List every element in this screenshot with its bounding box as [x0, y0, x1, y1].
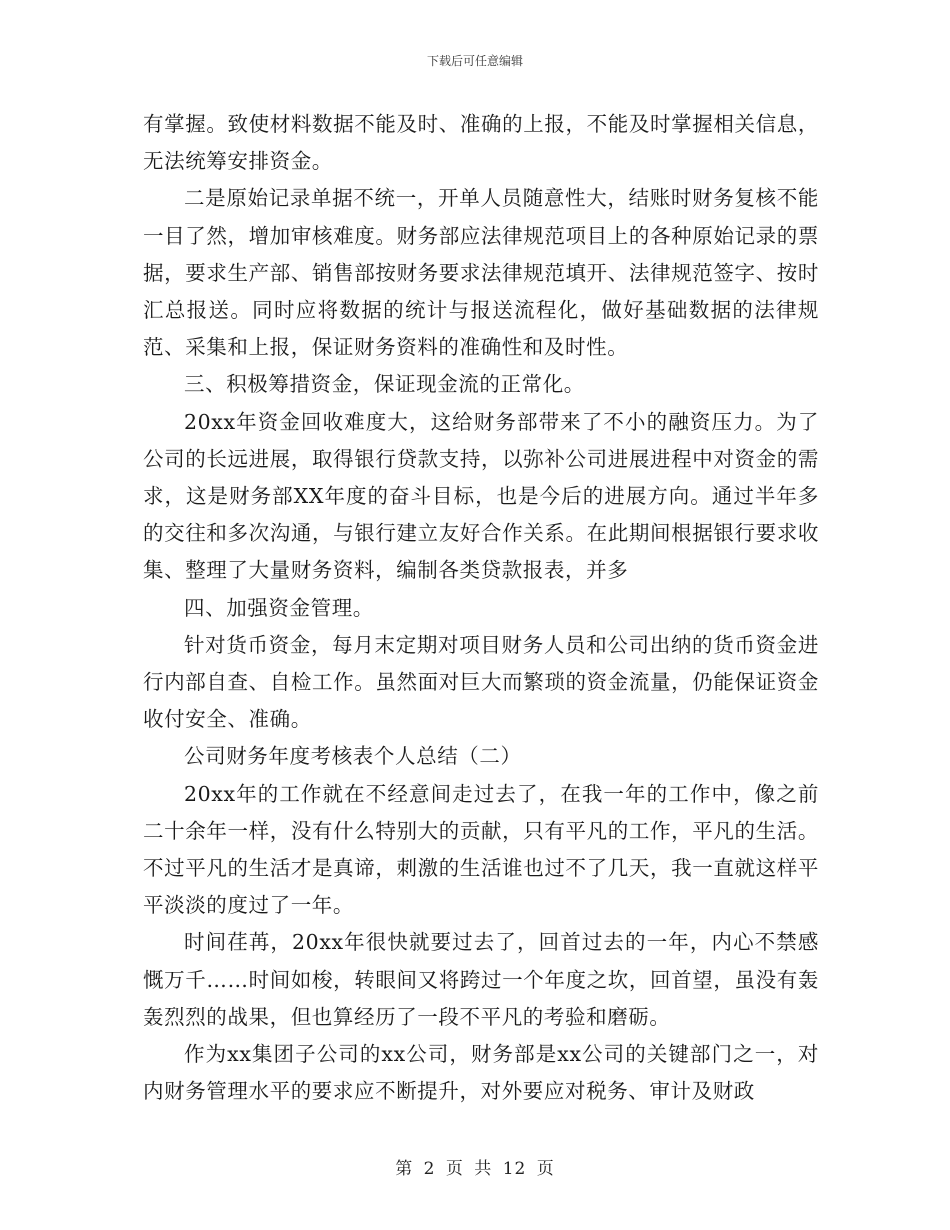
section-heading-3: 三、积极筹措资金，保证现金流的正常化。 — [184, 372, 585, 397]
document-subtitle: 公司财务年度考核表个人总结（二） — [184, 744, 522, 769]
paragraph-4: 20xx年资金回收难度大，这给财务部带来了不小的融资压力。为了公司的长远进展，取得银行贷款支持，以弥补公司进展进程中对资金的需求，这是财务部XX年度的奋斗目标，也是今后的进展方向。通过半年多的交往和多次沟通，与银行建立友好合作关系。在此期间根据银行要求收集、整理了大量财务资料，编制各类贷款报表，并多 — [143, 409, 819, 583]
paragraph-1: 有掌握。致使材料数据不能及时、准确的上报，不能及时掌握相关信息，无法统筹安排资金。 — [143, 112, 819, 174]
page-header: 下载后可任意编辑 — [426, 54, 523, 68]
paragraph-6: 针对货币资金，每月末定期对项目财务人员和公司出纳的货币资金进行内部自查、自检工作。虽然面对巨大而繁琐的资金流量，仍能保证资金收付安全、准确。 — [143, 632, 819, 732]
page-footer: 第 2 页 共 12 页 — [395, 1159, 555, 1179]
paragraph-10: 作为xx集团子公司的xx公司，财务部是xx公司的关键部门之一，对内财务管理水平的要求应不断提升，对外要应对税务、审计及财政 — [143, 1042, 819, 1104]
paragraph-9: 时间荏苒，20xx年很快就要过去了，回首过去的一年，内心不禁感慨万千……时间如梭，转眼间又将跨过一个年度之坎，回首望，虽没有轰轰烈烈的战果，但也算经历了一段不平凡的考验和磨砺。 — [143, 930, 819, 1029]
document-body — [143, 106, 819, 1110]
paragraph-8: 20xx年的工作就在不经意间走过去了，在我一年的工作中，像之前二十余年一样，没有什么特别大的贡献，只有平凡的工作，平凡的生活。不过平凡的生活才是真谛，刺激的生活谁也过不了几天，我一直就这样平平淡淡的度过了一年。 — [143, 781, 819, 918]
section-heading-4: 四、加强资金管理。 — [184, 595, 374, 620]
paragraph-2: 二是原始记录单据不统一，开单人员随意性大，结账时财务复核不能一目了然，增加审核难度。财务部应法律规范项目上的各种原始记录的票据，要求生产部、销售部按财务要求法律规范填开、法律规范签字、按时汇总报送。同时应将数据的统计与报送流程化，做好基础数据的法律规范、采集和上报，保证财务资料的准确性和及时性。 — [143, 186, 819, 360]
